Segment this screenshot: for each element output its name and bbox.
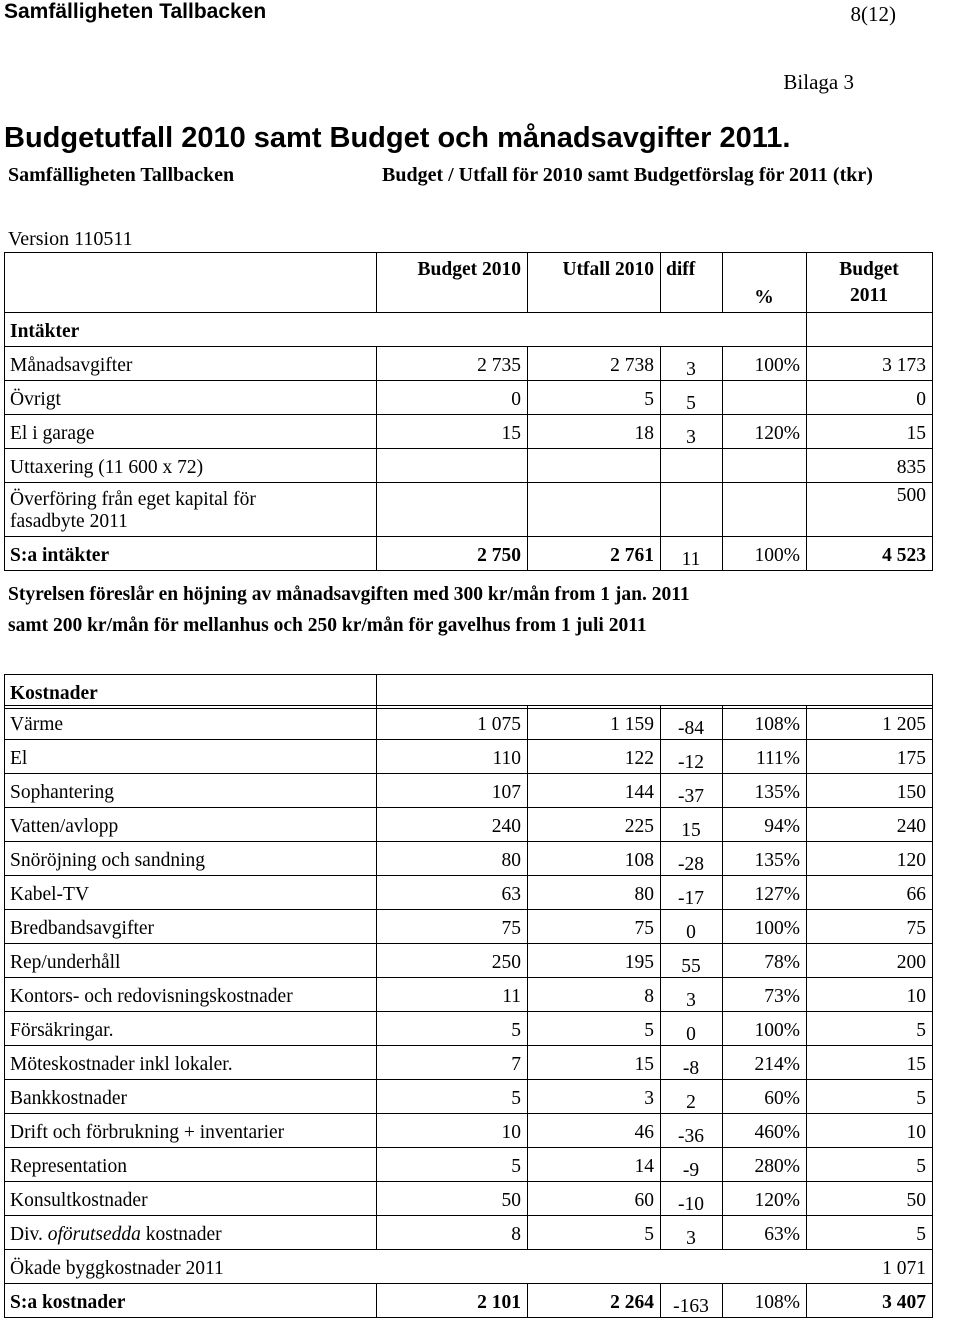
cell-diff — [661, 1012, 723, 1046]
diff-value: 3 — [686, 359, 696, 380]
cell-utfall-2010: 46 — [528, 1114, 661, 1148]
diff-value: 0 — [686, 922, 696, 943]
appendix-label: Bilaga 3 — [783, 70, 854, 94]
cell-utfall-2010: 122 — [528, 740, 661, 774]
cell-budget-2011: 75 — [807, 910, 933, 944]
cell-pct — [723, 381, 807, 415]
diff-value: -84 — [678, 718, 704, 739]
cell-diff — [661, 1080, 723, 1114]
cell-budget-2011: 1 205 — [807, 706, 933, 740]
empty-cell — [723, 313, 807, 347]
row-label: Kabel-TV — [5, 876, 377, 910]
cell-budget-2011: 120 — [807, 842, 933, 876]
cell-budget-2011: 835 — [807, 449, 933, 483]
cell-budget-2010: 11 — [377, 978, 528, 1012]
cell-budget-2010: 2 750 — [377, 537, 528, 571]
table-row — [5, 1114, 933, 1148]
table-row — [5, 740, 933, 774]
row-label: Månadsavgifter — [5, 347, 377, 381]
cell-pct — [723, 1250, 807, 1284]
cell-budget-2011: 10 — [807, 1114, 933, 1148]
cell-budget-2011: 15 — [807, 1046, 933, 1080]
page-title: Budgetutfall 2010 samt Budget och månadsavgifter 2011. — [4, 122, 791, 154]
cell-pct: 280% — [723, 1148, 807, 1182]
table-row — [5, 483, 933, 537]
table-row — [5, 808, 933, 842]
header-budget-2011 — [807, 253, 933, 313]
income-table — [4, 252, 933, 571]
empty-cell — [377, 675, 528, 709]
cell-diff — [661, 1250, 723, 1284]
table-row — [5, 1046, 933, 1080]
row-label: El i garage — [5, 415, 377, 449]
cell-pct: 60% — [723, 1080, 807, 1114]
cell-utfall-2010: 60 — [528, 1182, 661, 1216]
cell-utfall-2010: 3 — [528, 1080, 661, 1114]
income-heading-row — [5, 313, 933, 347]
cell-budget-2011: 10 — [807, 978, 933, 1012]
cell-budget-2011: 5 — [807, 1080, 933, 1114]
row-label: S:a kostnader — [5, 1284, 377, 1318]
cell-pct: 214% — [723, 1046, 807, 1080]
cell-diff — [661, 876, 723, 910]
cell-budget-2010: 5 — [377, 1148, 528, 1182]
cell-diff — [661, 381, 723, 415]
table-row — [5, 1250, 933, 1284]
subtitle-right: Budget / Utfall för 2010 samt Budgetförslag för 2011 (tkr) — [382, 164, 873, 186]
label-italic: oförutsedda — [47, 1224, 141, 1245]
cell-diff — [661, 978, 723, 1012]
table-row — [5, 842, 933, 876]
header-pct: % — [723, 253, 807, 313]
table-row — [5, 978, 933, 1012]
cell-budget-2010: 110 — [377, 740, 528, 774]
cell-budget-2011: 175 — [807, 740, 933, 774]
table-row — [5, 1012, 933, 1046]
cell-budget-2010: 107 — [377, 774, 528, 808]
cell-pct: 108% — [723, 1284, 807, 1318]
cell-budget-2011: 1 071 — [807, 1250, 933, 1284]
costs-table — [4, 674, 933, 709]
row-label: Snöröjning och sandning — [5, 842, 377, 876]
header-budget-2010: Budget 2010 — [377, 253, 528, 313]
cell-pct: 100% — [723, 910, 807, 944]
page-number: 8(12) — [850, 2, 896, 26]
cell-utfall-2010: 225 — [528, 808, 661, 842]
table-row — [5, 1182, 933, 1216]
cell-utfall-2010: 8 — [528, 978, 661, 1012]
cell-pct: 78% — [723, 944, 807, 978]
cell-utfall-2010: 2 738 — [528, 347, 661, 381]
cell-budget-2011: 500 — [807, 483, 933, 537]
cell-budget-2011: 5 — [807, 1216, 933, 1250]
cell-budget-2010: 0 — [377, 381, 528, 415]
empty-cell — [661, 675, 723, 709]
cell-pct: 100% — [723, 1012, 807, 1046]
diff-value: -28 — [678, 854, 704, 875]
cell-budget-2010: 63 — [377, 876, 528, 910]
cell-diff — [661, 1284, 723, 1318]
cell-budget-2011: 3 173 — [807, 347, 933, 381]
cell-diff — [661, 1148, 723, 1182]
table-row-total — [5, 537, 933, 571]
cell-pct: 100% — [723, 347, 807, 381]
cell-utfall-2010: 14 — [528, 1148, 661, 1182]
cell-budget-2011: 3 407 — [807, 1284, 933, 1318]
empty-cell — [807, 675, 933, 709]
diff-value: -163 — [673, 1296, 709, 1317]
income-heading: Intäkter — [5, 313, 377, 347]
cell-diff — [661, 842, 723, 876]
empty-cell — [528, 313, 661, 347]
empty-cell — [661, 313, 723, 347]
table-row-total — [5, 1284, 933, 1318]
costs-heading: Kostnader — [5, 675, 377, 709]
cell-pct: 63% — [723, 1216, 807, 1250]
cell-budget-2010: 2 101 — [377, 1284, 528, 1318]
row-label: Möteskostnader inkl lokaler. — [5, 1046, 377, 1080]
table-row — [5, 1080, 933, 1114]
diff-value: 3 — [686, 1228, 696, 1249]
table-row — [5, 449, 933, 483]
cell-budget-2010: 5 — [377, 1080, 528, 1114]
cell-diff — [661, 944, 723, 978]
cell-budget-2010 — [377, 1250, 528, 1284]
subtitle-left: Samfälligheten Tallbacken — [8, 164, 235, 186]
empty-cell — [528, 675, 661, 709]
diff-value: -17 — [678, 888, 704, 909]
cell-utfall-2010: 80 — [528, 876, 661, 910]
cell-pct: 135% — [723, 842, 807, 876]
empty-cell — [377, 483, 528, 537]
note-line-1: Styrelsen föreslår en höjning av månadsavgiften med 300 kr/mån from 1 jan. 2011 — [8, 584, 690, 605]
table-row — [5, 910, 933, 944]
row-label: Uttaxering (11 600 x 72) — [5, 449, 377, 483]
table-row — [5, 876, 933, 910]
costs-body — [5, 706, 933, 1318]
note-line-2: samt 200 kr/mån för mellanhus och 250 kr/mån för gavelhus from 1 juli 2011 — [8, 615, 647, 636]
row-label: Konsultkostnader — [5, 1182, 377, 1216]
cell-utfall-2010: 18 — [528, 415, 661, 449]
table-row — [5, 381, 933, 415]
cell-budget-2011: 5 — [807, 1148, 933, 1182]
row-label: S:a intäkter — [5, 537, 377, 571]
table-row — [5, 706, 933, 740]
header-budget-2011-line1: Budget — [839, 259, 899, 280]
cell-utfall-2010: 75 — [528, 910, 661, 944]
row-label: Ökade byggkostnader 2011 — [5, 1250, 377, 1284]
cell-budget-2011: 66 — [807, 876, 933, 910]
cell-pct: 120% — [723, 415, 807, 449]
header-empty-cell — [5, 253, 377, 313]
cell-diff — [661, 706, 723, 740]
cell-budget-2010: 10 — [377, 1114, 528, 1148]
cell-pct: 120% — [723, 1182, 807, 1216]
table-row — [5, 1216, 933, 1250]
cell-budget-2010: 240 — [377, 808, 528, 842]
cell-pct: 73% — [723, 978, 807, 1012]
empty-cell — [723, 483, 807, 537]
cell-diff — [661, 808, 723, 842]
cell-budget-2010: 7 — [377, 1046, 528, 1080]
cell-budget-2010: 15 — [377, 415, 528, 449]
empty-cell — [723, 675, 807, 709]
cell-pct: 135% — [723, 774, 807, 808]
row-label: Drift och förbrukning + inventarier — [5, 1114, 377, 1148]
row-label: Bankkostnader — [5, 1080, 377, 1114]
cell-utfall-2010: 15 — [528, 1046, 661, 1080]
label-part: Div. — [10, 1224, 48, 1245]
empty-cell — [807, 313, 933, 347]
transfer-label-line2: fasadbyte 2011 — [10, 511, 128, 532]
table-row — [5, 774, 933, 808]
row-label: Värme — [5, 706, 377, 740]
cell-utfall-2010: 2 761 — [528, 537, 661, 571]
table-row — [5, 415, 933, 449]
diff-value: 3 — [686, 990, 696, 1011]
cell-budget-2010: 5 — [377, 1012, 528, 1046]
cell-diff — [661, 415, 723, 449]
diff-value: 0 — [686, 1024, 696, 1045]
cell-diff — [661, 774, 723, 808]
diff-value: -36 — [678, 1126, 704, 1147]
cell-pct: 94% — [723, 808, 807, 842]
cell-utfall-2010: 2 264 — [528, 1284, 661, 1318]
row-label: Rep/underhåll — [5, 944, 377, 978]
cell-diff — [661, 1182, 723, 1216]
org-name: Samfälligheten Tallbacken — [4, 0, 267, 23]
row-label: Sophantering — [5, 774, 377, 808]
cell-budget-2011: 50 — [807, 1182, 933, 1216]
header-utfall-2010: Utfall 2010 — [528, 253, 661, 313]
version-label: Version 110511 — [8, 228, 133, 250]
table-row — [5, 347, 933, 381]
costs-rows-table — [4, 705, 933, 1318]
cell-budget-2010 — [377, 449, 528, 483]
table-row — [5, 944, 933, 978]
cell-budget-2011: 4 523 — [807, 537, 933, 571]
row-label: Representation — [5, 1148, 377, 1182]
income-header-row — [5, 253, 933, 313]
diff-value: 3 — [686, 427, 696, 448]
row-label: Övrigt — [5, 381, 377, 415]
header-budget-2011-line2: 2011 — [850, 285, 888, 306]
diff-value: -37 — [678, 786, 704, 807]
cell-utfall-2010: 195 — [528, 944, 661, 978]
cell-diff — [661, 1114, 723, 1148]
cell-budget-2011: 240 — [807, 808, 933, 842]
row-label: Vatten/avlopp — [5, 808, 377, 842]
cell-diff — [661, 740, 723, 774]
cell-budget-2011: 15 — [807, 415, 933, 449]
cell-utfall-2010: 5 — [528, 1012, 661, 1046]
row-label: Försäkringar. — [5, 1012, 377, 1046]
cell-pct: 111% — [723, 740, 807, 774]
cell-pct: 100% — [723, 537, 807, 571]
header-diff: diff — [661, 253, 723, 313]
cell-utfall-2010 — [528, 449, 661, 483]
cell-pct: 460% — [723, 1114, 807, 1148]
cell-budget-2010: 2 735 — [377, 347, 528, 381]
diff-value: -12 — [678, 752, 704, 773]
cell-budget-2011: 5 — [807, 1012, 933, 1046]
cell-budget-2010: 8 — [377, 1216, 528, 1250]
row-label: Bredbandsavgifter — [5, 910, 377, 944]
diff-value: -9 — [682, 1160, 700, 1181]
diff-value: 55 — [681, 956, 701, 977]
cell-budget-2010: 50 — [377, 1182, 528, 1216]
diff-value: -10 — [678, 1194, 704, 1215]
cell-diff — [661, 910, 723, 944]
cell-pct: 127% — [723, 876, 807, 910]
cell-budget-2011: 0 — [807, 381, 933, 415]
row-label — [5, 483, 377, 537]
cell-utfall-2010: 108 — [528, 842, 661, 876]
costs-heading-row — [5, 675, 933, 709]
diff-value: 5 — [686, 393, 696, 414]
label-part: kostnader — [140, 1224, 222, 1245]
cell-budget-2011: 150 — [807, 774, 933, 808]
cell-diff — [661, 537, 723, 571]
cell-budget-2010: 80 — [377, 842, 528, 876]
empty-cell — [528, 483, 661, 537]
cell-utfall-2010: 1 159 — [528, 706, 661, 740]
cell-utfall-2010 — [528, 1250, 661, 1284]
transfer-label-line1: Överföring från eget kapital för — [10, 489, 256, 510]
empty-cell — [377, 313, 528, 347]
empty-cell — [661, 483, 723, 537]
cell-budget-2010: 250 — [377, 944, 528, 978]
diff-value: -8 — [682, 1058, 700, 1079]
cell-diff — [661, 449, 723, 483]
cell-budget-2011: 200 — [807, 944, 933, 978]
diff-value: 15 — [681, 820, 701, 841]
cell-diff — [661, 347, 723, 381]
row-label: El — [5, 740, 377, 774]
cell-diff — [661, 1216, 723, 1250]
cell-pct — [723, 449, 807, 483]
diff-value: 2 — [686, 1092, 696, 1113]
row-label — [5, 1216, 377, 1250]
cell-diff — [661, 1046, 723, 1080]
cell-utfall-2010: 5 — [528, 381, 661, 415]
row-label: Kontors- och redovisningskostnader — [5, 978, 377, 1012]
table-row — [5, 1148, 933, 1182]
cell-budget-2010: 75 — [377, 910, 528, 944]
cell-pct: 108% — [723, 706, 807, 740]
cell-budget-2010: 1 075 — [377, 706, 528, 740]
cell-utfall-2010: 5 — [528, 1216, 661, 1250]
cell-utfall-2010: 144 — [528, 774, 661, 808]
diff-value: 11 — [681, 549, 701, 570]
